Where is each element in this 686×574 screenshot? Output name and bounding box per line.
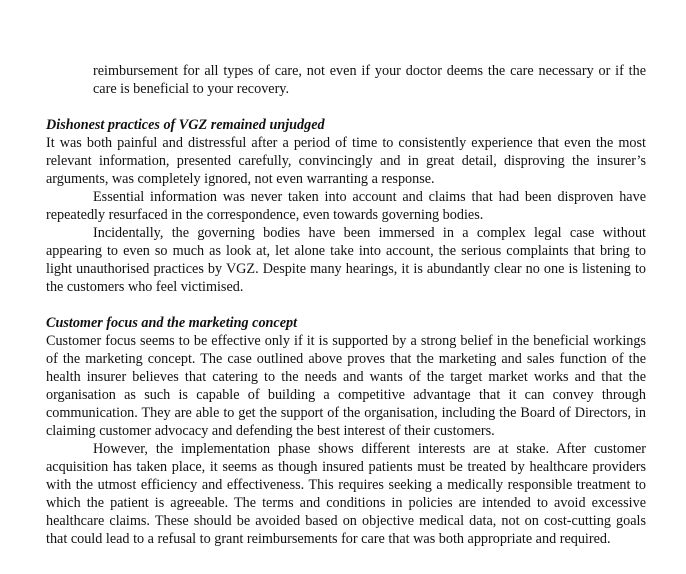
section-heading: Customer focus and the marketing concept xyxy=(46,315,298,331)
quote-continuation: reimbursement for all types of care, not even if your doctor deems the care necessary or if the care is beneficial to your recovery. xyxy=(93,63,646,97)
section-customer-focus xyxy=(46,314,646,548)
section-heading: Dishonest practices of VGZ remained unjudged xyxy=(46,117,325,133)
spacer xyxy=(46,296,646,314)
document-page xyxy=(46,62,646,548)
section-dishonest-practices xyxy=(46,116,646,296)
spacer xyxy=(46,98,646,116)
paragraph: Essential information was never taken into account and claims that had been disproven have repeatedly resurfaced in the correspondence, even towards governing bodies. xyxy=(46,189,646,223)
paragraph: Incidentally, the governing bodies have been immersed in a complex legal case without appearing to even so much as look at, let alone take into account, the serious complaints that bring to light unauthorised practices by VGZ. Despite many hearings, it is abundantly clear no one is listening to the customers who feel victimised. xyxy=(46,225,646,295)
paragraph: It was both painful and distressful after a period of time to consistently experience that even the most relevant information, presented carefully, convincingly and in great detail, disproving the insurer’s arguments, was completely ignored, not even warranting a response. xyxy=(46,135,646,187)
paragraph: Customer focus seems to be effective only if it is supported by a strong belief in the beneficial workings of the marketing concept. The case outlined above proves that the marketing and sales function of the health insurer believes that catering to the needs and wants of the target market works and that the organisation as such is capable of building a competitive advantage that it can convey through communication. They are able to get the support of the organisation, including the Board of Directors, in claiming customer advocacy and defending the best interest of their customers. xyxy=(46,333,646,439)
paragraph: However, the implementation phase shows different interests are at stake. After customer acquisition has taken place, it seems as though insured patients must be treated by healthcare providers with the utmost efficiency and effectiveness. This requires seeking a medically responsible treatment to which the patient is agreeable. The terms and conditions in policies are intended to avoid excessive healthcare claims. These should be avoided based on objective medical data, not on cost-cutting goals that could lead to a refusal to grant reimbursements for care that was both appropriate and required. xyxy=(46,441,646,547)
